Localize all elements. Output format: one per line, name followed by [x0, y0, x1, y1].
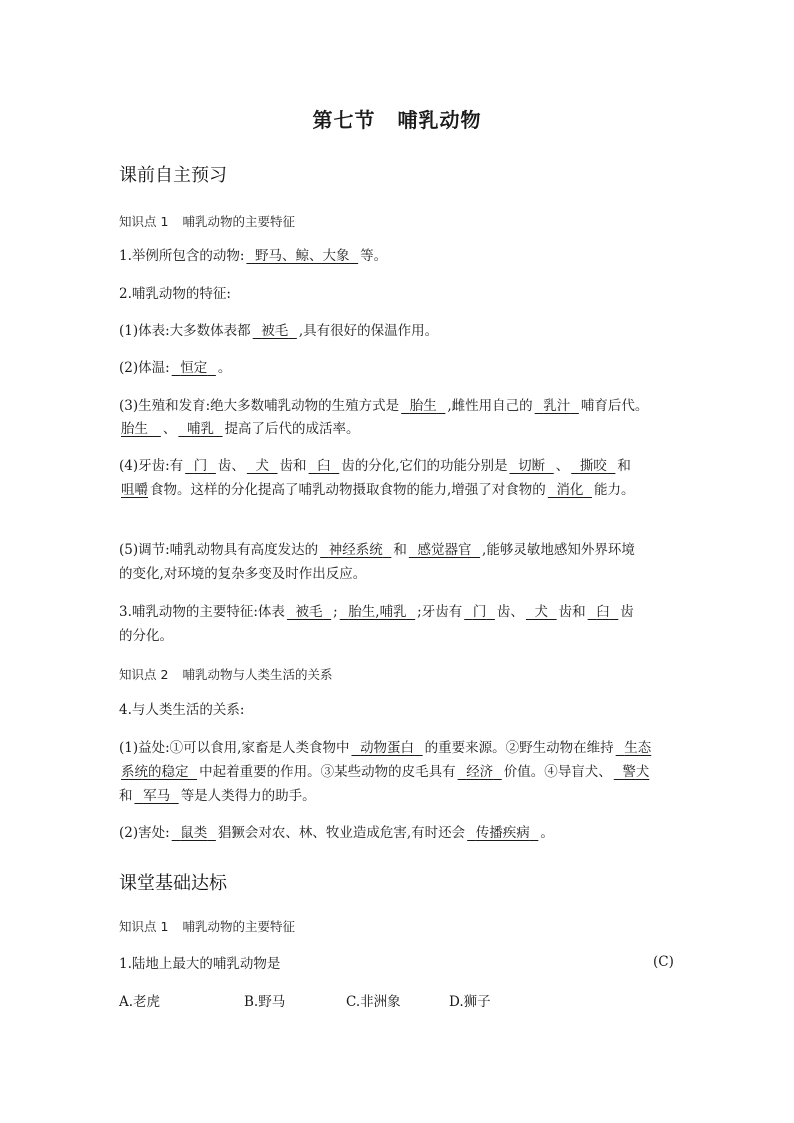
knowledge-point-3: 知识点 1 哺乳动物的主要特征: [119, 919, 295, 934]
question-4-1-line2: 系统的稳定 中起着重要的作用。③某些动物的皮毛具有 经济 价值。④导盲犬、 警犬: [121, 764, 650, 780]
answer-blank: 犬: [255, 458, 269, 474]
answer-blank: 乳汁: [543, 398, 571, 414]
answer-blank: 胎生: [121, 421, 148, 437]
question-2-2: (2)体温: 恒定 。: [119, 360, 232, 376]
title-section: 第七节: [312, 108, 376, 132]
answer-blank: 经济: [466, 764, 494, 780]
question-4-1-line3: 和 军马 等是人类得力的助手。: [119, 788, 316, 804]
section-heading-class: 课堂基础达标: [119, 873, 227, 894]
answer-blank: 神经系统: [328, 542, 383, 558]
answer-blank: 哺乳: [186, 421, 214, 437]
question-2-5-line2: 的变化,对环境的复杂多变及时作出反应。: [119, 566, 367, 582]
section-heading-preview: 课前自主预习: [119, 165, 227, 186]
knowledge-point-1: 知识点 1 哺乳动物的主要特征: [119, 214, 295, 229]
question-3-line2: 的分化。: [119, 628, 173, 644]
question-4-2: (2)害处: 鼠类 猖獗会对农、林、牧业造成危害,有时还会 传播疾病 。: [119, 825, 554, 841]
answer-blank: 切断: [518, 458, 546, 474]
answer-blank: 动物蛋白: [360, 740, 415, 756]
option-d: D.狮子: [449, 994, 491, 1010]
answer-blank: 门: [472, 604, 487, 620]
knowledge-point-2: 知识点 2 哺乳动物与人类生活的关系: [119, 667, 333, 682]
question-2-5-line1: (5)调节:哺乳动物具有高度发达的 神经系统 和 感觉器官 ,能够灵敏地感知外界环境: [119, 542, 635, 558]
question-2-3-line2: 胎生 、 哺乳 提高了后代的成活率。: [121, 421, 360, 437]
question-1: 1.举例所包含的动物: 野马、鲸、大象 等。: [119, 248, 388, 264]
answer-blank: 臼: [317, 458, 331, 474]
answer-blank: 咀嚼: [121, 482, 148, 498]
option-b: B.野马: [244, 994, 286, 1010]
question-2-4-line1: (4)牙齿:有 门 齿、 犬 齿和 臼 齿的分化,它们的功能分别是 切断 、 撕咬 和: [119, 458, 631, 474]
answer-blank: 鼠类: [180, 825, 208, 841]
question-4-1-line1: (1)益处:①可以食用,家畜是人类食物中 动物蛋白 的重要来源。②野生动物在维持 生态: [119, 740, 652, 756]
option-a: A.老虎: [119, 994, 161, 1010]
answer-blank: 军马: [143, 788, 171, 804]
answer-blank: 被毛: [295, 604, 323, 620]
multiple-choice-1-stem: 1.陆地上最大的哺乳动物是: [119, 956, 281, 972]
answer-blank: 犬: [534, 604, 549, 620]
question-3-line1: 3.哺乳动物的主要特征:体表 被毛 ; 胎生,哺乳 ;牙齿有 门 齿、 犬 齿和 臼 齿: [119, 604, 634, 620]
answer-blank: 感觉器官: [417, 542, 472, 558]
question-2: 2.哺乳动物的特征:: [119, 286, 231, 302]
answer-blank: 门: [193, 458, 208, 474]
answer-blank: 撕咬: [579, 458, 607, 474]
answer-blank: 消化: [556, 482, 584, 498]
answer-blank: 恒定: [180, 360, 208, 376]
answer-blank: 野马、鲸、大象: [255, 248, 350, 264]
question-2-3-line1: (3)生殖和发育:绝大多数哺乳动物的生殖方式是 胎生 ,雌性用自己的 乳汁 哺育后代。: [119, 398, 649, 414]
answer-blank: 胎生: [409, 398, 437, 414]
multiple-choice-1-answer: (C): [653, 954, 674, 970]
answer-blank: 系统的稳定: [121, 764, 189, 780]
question-2-1: (1)体表:大多数体表都 被毛 ,具有很好的保温作用。: [119, 323, 439, 339]
title-topic: 哺乳动物: [397, 108, 482, 132]
option-c: C.非洲象: [346, 994, 401, 1010]
question-2-4-line2: 咀嚼 食物。这样的分化提高了哺乳动物摄取食物的能力,增强了对食物的 消化 能力。: [121, 482, 635, 498]
answer-blank: 传播疾病: [475, 825, 530, 841]
answer-blank: 臼: [596, 604, 610, 620]
question-4: 4.与人类生活的关系:: [119, 702, 245, 718]
answer-blank: 生态: [624, 740, 652, 756]
answer-blank: 胎生,哺乳: [348, 604, 407, 620]
answer-blank: 被毛: [261, 323, 289, 339]
page-title: [0, 104, 794, 133]
answer-blank: 警犬: [622, 764, 650, 780]
